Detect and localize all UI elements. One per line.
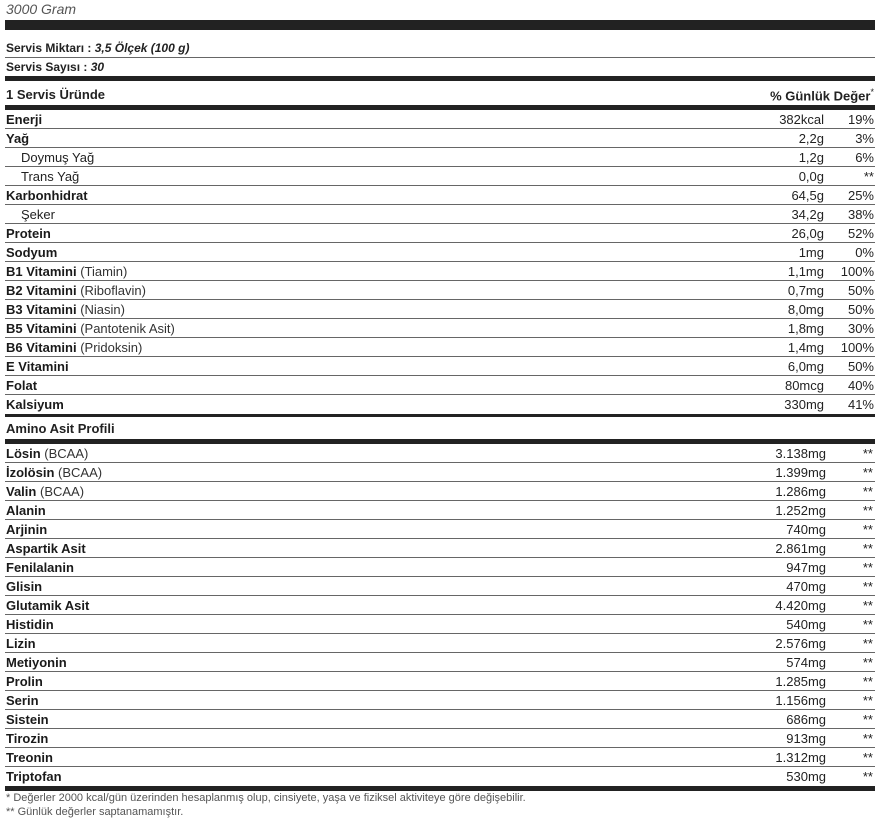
serving-size-row bbox=[5, 39, 875, 58]
row-amount: 1mg bbox=[798, 245, 824, 260]
row-name bbox=[6, 503, 46, 518]
table-row bbox=[5, 615, 875, 634]
table-row bbox=[5, 129, 875, 148]
nutrition-table bbox=[5, 20, 875, 791]
footnotes bbox=[6, 791, 526, 819]
table-row bbox=[5, 338, 875, 357]
row-amount: 1,4mg bbox=[787, 340, 824, 355]
row-daily-value: ** bbox=[862, 503, 873, 518]
row-daily-value: 100% bbox=[840, 340, 874, 355]
table-row bbox=[5, 300, 875, 319]
row-label: Sistein bbox=[6, 712, 49, 727]
row-name bbox=[6, 359, 69, 374]
row-sublabel: (Pantotenik Asit) bbox=[80, 321, 175, 336]
table-row bbox=[5, 357, 875, 376]
row-daily-value: 3% bbox=[855, 131, 874, 146]
table-row bbox=[5, 748, 875, 767]
row-name bbox=[21, 150, 94, 165]
serving-size-value: 3,5 Ölçek (100 g) bbox=[94, 41, 190, 55]
row-name bbox=[6, 712, 49, 727]
table-row bbox=[5, 463, 875, 482]
row-daily-value: ** bbox=[862, 465, 873, 480]
row-name bbox=[6, 541, 86, 556]
table-row bbox=[5, 444, 875, 463]
row-amount: 1.252mg bbox=[775, 503, 826, 518]
row-daily-value: 6% bbox=[855, 150, 874, 165]
table-row bbox=[5, 596, 875, 615]
serving-count-value: 30 bbox=[90, 60, 105, 74]
top-divider bbox=[5, 20, 875, 30]
row-name bbox=[6, 598, 89, 613]
row-amount: 4.420mg bbox=[775, 598, 826, 613]
row-daily-value: ** bbox=[863, 169, 874, 184]
row-name bbox=[6, 731, 48, 746]
product-weight: 3000 Gram bbox=[6, 1, 77, 17]
table-row bbox=[5, 482, 875, 501]
row-daily-value: ** bbox=[862, 446, 873, 461]
row-amount: 686mg bbox=[786, 712, 826, 727]
row-daily-value: ** bbox=[862, 560, 873, 575]
row-name bbox=[6, 188, 88, 203]
row-sublabel: (BCAA) bbox=[39, 484, 85, 499]
table-row bbox=[5, 110, 875, 129]
row-label: B6 Vitamini bbox=[6, 340, 77, 355]
row-name bbox=[6, 484, 84, 499]
table-row bbox=[5, 767, 875, 786]
row-name bbox=[6, 465, 102, 480]
table-row bbox=[5, 558, 875, 577]
row-sublabel: (Pridoksin) bbox=[80, 340, 143, 355]
row-amount: 1,1mg bbox=[787, 264, 824, 279]
table-row bbox=[5, 577, 875, 596]
row-label: Doymuş Yağ bbox=[21, 150, 95, 165]
row-amount: 1.285mg bbox=[775, 674, 826, 689]
row-daily-value: 50% bbox=[847, 302, 874, 317]
table-row bbox=[5, 710, 875, 729]
row-daily-value: ** bbox=[862, 750, 873, 765]
row-label: Glutamik Asit bbox=[6, 598, 90, 613]
row-daily-value: 52% bbox=[847, 226, 874, 241]
row-name bbox=[6, 340, 142, 355]
row-label: Tirozin bbox=[6, 731, 49, 746]
row-amount: 540mg bbox=[786, 617, 826, 632]
row-daily-value: 19% bbox=[847, 112, 874, 127]
row-amount: 1.156mg bbox=[775, 693, 826, 708]
row-amount: 8,0mg bbox=[787, 302, 824, 317]
row-daily-value: ** bbox=[862, 579, 873, 594]
header-per-serving: 1 Servis Üründe bbox=[6, 87, 105, 102]
row-label: Karbonhidrat bbox=[6, 188, 88, 203]
row-name bbox=[6, 245, 57, 260]
row-daily-value: ** bbox=[862, 636, 873, 651]
row-daily-value: 30% bbox=[847, 321, 874, 336]
row-daily-value: ** bbox=[862, 541, 873, 556]
row-daily-value: 40% bbox=[847, 378, 874, 393]
row-label: Treonin bbox=[6, 750, 53, 765]
table-row bbox=[5, 186, 875, 205]
row-name bbox=[6, 522, 47, 537]
row-amount: 0,0g bbox=[798, 169, 824, 184]
table-row bbox=[5, 634, 875, 653]
table-row bbox=[5, 262, 875, 281]
table-row bbox=[5, 148, 875, 167]
header-footnote-mark: * bbox=[870, 87, 874, 97]
row-name bbox=[6, 579, 42, 594]
row-daily-value: ** bbox=[862, 655, 873, 670]
amino-section-header bbox=[5, 417, 875, 439]
row-label: Kalsiyum bbox=[6, 397, 64, 412]
row-daily-value: ** bbox=[862, 769, 873, 784]
row-sublabel: (Riboflavin) bbox=[80, 283, 146, 298]
table-row bbox=[5, 539, 875, 558]
row-name bbox=[6, 131, 29, 146]
row-name bbox=[6, 674, 43, 689]
table-row bbox=[5, 653, 875, 672]
row-amount: 80mcg bbox=[784, 378, 824, 393]
row-daily-value: ** bbox=[862, 674, 873, 689]
row-amount: 2,2g bbox=[798, 131, 824, 146]
table-row bbox=[5, 501, 875, 520]
row-amount: 530mg bbox=[786, 769, 826, 784]
row-sublabel: (BCAA) bbox=[44, 446, 89, 461]
row-amount: 1.312mg bbox=[775, 750, 826, 765]
row-label: Prolin bbox=[6, 674, 43, 689]
row-label: Serin bbox=[6, 693, 39, 708]
row-label: E Vitamini bbox=[6, 359, 69, 374]
row-label: Metiyonin bbox=[6, 655, 67, 670]
row-amount: 34,2g bbox=[791, 207, 824, 222]
row-name bbox=[6, 397, 64, 412]
table-row bbox=[5, 167, 875, 186]
row-label: Folat bbox=[6, 378, 38, 393]
table-row bbox=[5, 319, 875, 338]
serving-size-label: Servis Miktarı : bbox=[6, 41, 92, 55]
row-amount: 3.138mg bbox=[775, 446, 826, 461]
table-row bbox=[5, 281, 875, 300]
row-daily-value: 0% bbox=[855, 245, 874, 260]
row-label: B2 Vitamini bbox=[6, 283, 77, 298]
row-name bbox=[6, 636, 36, 651]
row-label: Sodyum bbox=[6, 245, 58, 260]
table-row bbox=[5, 205, 875, 224]
row-name bbox=[6, 560, 74, 575]
table-row bbox=[5, 376, 875, 395]
row-label: Histidin bbox=[6, 617, 54, 632]
row-daily-value: ** bbox=[862, 522, 873, 537]
serving-count-label: Servis Sayısı : bbox=[6, 60, 88, 74]
row-amount: 1.399mg bbox=[775, 465, 826, 480]
row-amount: 0,7mg bbox=[787, 283, 824, 298]
row-name bbox=[21, 169, 79, 184]
table-row bbox=[5, 729, 875, 748]
row-amount: 1,2g bbox=[798, 150, 824, 165]
row-daily-value: ** bbox=[862, 712, 873, 727]
row-sublabel: (Niasin) bbox=[80, 302, 125, 317]
row-label: Yağ bbox=[6, 131, 30, 146]
row-name bbox=[6, 693, 39, 708]
row-name bbox=[6, 321, 175, 336]
row-name bbox=[6, 446, 88, 461]
row-label: Valin bbox=[6, 484, 37, 499]
footnote-2: ** Günlük değerler saptanamamıştır. bbox=[6, 806, 184, 818]
row-amount: 1,8mg bbox=[787, 321, 824, 336]
table-row bbox=[5, 520, 875, 539]
row-amount: 2.861mg bbox=[775, 541, 826, 556]
row-amount: 740mg bbox=[786, 522, 826, 537]
row-name bbox=[6, 226, 51, 241]
row-sublabel: (Tiamin) bbox=[80, 264, 128, 279]
row-daily-value: ** bbox=[862, 598, 873, 613]
row-label: Lizin bbox=[6, 636, 36, 651]
row-amount: 470mg bbox=[786, 579, 826, 594]
row-amount: 64,5g bbox=[791, 188, 824, 203]
header-daily-value: % Günlük Değer bbox=[770, 88, 871, 104]
row-daily-value: ** bbox=[862, 731, 873, 746]
table-row bbox=[5, 395, 875, 414]
row-amount: 574mg bbox=[786, 655, 826, 670]
table-row bbox=[5, 672, 875, 691]
row-label: Aspartik Asit bbox=[6, 541, 86, 556]
row-name bbox=[6, 769, 62, 784]
row-daily-value: ** bbox=[862, 617, 873, 632]
row-name bbox=[6, 750, 53, 765]
row-label: B3 Vitamini bbox=[6, 302, 77, 317]
row-daily-value: ** bbox=[862, 484, 873, 499]
row-label: Alanin bbox=[6, 503, 46, 518]
row-label: B1 Vitamini bbox=[6, 264, 77, 279]
row-amount: 26,0g bbox=[791, 226, 824, 241]
row-daily-value: 50% bbox=[847, 359, 874, 374]
header-row bbox=[5, 81, 875, 105]
serving-count-row bbox=[5, 58, 875, 76]
row-sublabel: (BCAA) bbox=[58, 465, 103, 480]
row-name bbox=[6, 617, 54, 632]
amino-list bbox=[5, 444, 875, 786]
table-row bbox=[5, 691, 875, 710]
row-daily-value: 41% bbox=[847, 397, 874, 412]
row-name bbox=[21, 207, 55, 222]
row-amount: 1.286mg bbox=[775, 484, 826, 499]
row-label: Glisin bbox=[6, 579, 43, 594]
row-amount: 947mg bbox=[786, 560, 826, 575]
table-row bbox=[5, 224, 875, 243]
table-row bbox=[5, 243, 875, 262]
row-label: Fenilalanin bbox=[6, 560, 74, 575]
row-label: Lösin bbox=[6, 446, 41, 461]
row-label: Arjinin bbox=[6, 522, 48, 537]
row-label: Enerji bbox=[6, 112, 43, 127]
row-name bbox=[6, 302, 125, 317]
row-daily-value: 100% bbox=[840, 264, 874, 279]
row-amount: 6,0mg bbox=[787, 359, 824, 374]
row-name bbox=[6, 378, 37, 393]
row-name bbox=[6, 655, 67, 670]
row-label: Şeker bbox=[21, 207, 55, 222]
footnote-1: * Değerler 2000 kcal/gün üzerinden hesaplanmış olup, cinsiyete, yaşa ve fiziksel aktiviteye göre değişebilir. bbox=[6, 792, 526, 804]
row-amount: 913mg bbox=[786, 731, 826, 746]
row-daily-value: 25% bbox=[847, 188, 874, 203]
row-name bbox=[6, 264, 127, 279]
nutrient-list bbox=[5, 110, 875, 414]
row-label: Protein bbox=[6, 226, 51, 241]
row-label: B5 Vitamini bbox=[6, 321, 77, 336]
amino-section-title: Amino Asit Profili bbox=[6, 421, 115, 436]
row-label: İzolösin bbox=[6, 465, 55, 480]
row-amount: 2.576mg bbox=[775, 636, 826, 651]
row-daily-value: 38% bbox=[847, 207, 874, 222]
row-name bbox=[6, 112, 42, 127]
row-amount: 382kcal bbox=[779, 112, 824, 127]
row-label: Triptofan bbox=[6, 769, 62, 784]
row-daily-value: ** bbox=[862, 693, 873, 708]
row-name bbox=[6, 283, 146, 298]
row-amount: 330mg bbox=[784, 397, 824, 412]
row-daily-value: 50% bbox=[847, 283, 874, 298]
row-label: Trans Yağ bbox=[21, 169, 80, 184]
